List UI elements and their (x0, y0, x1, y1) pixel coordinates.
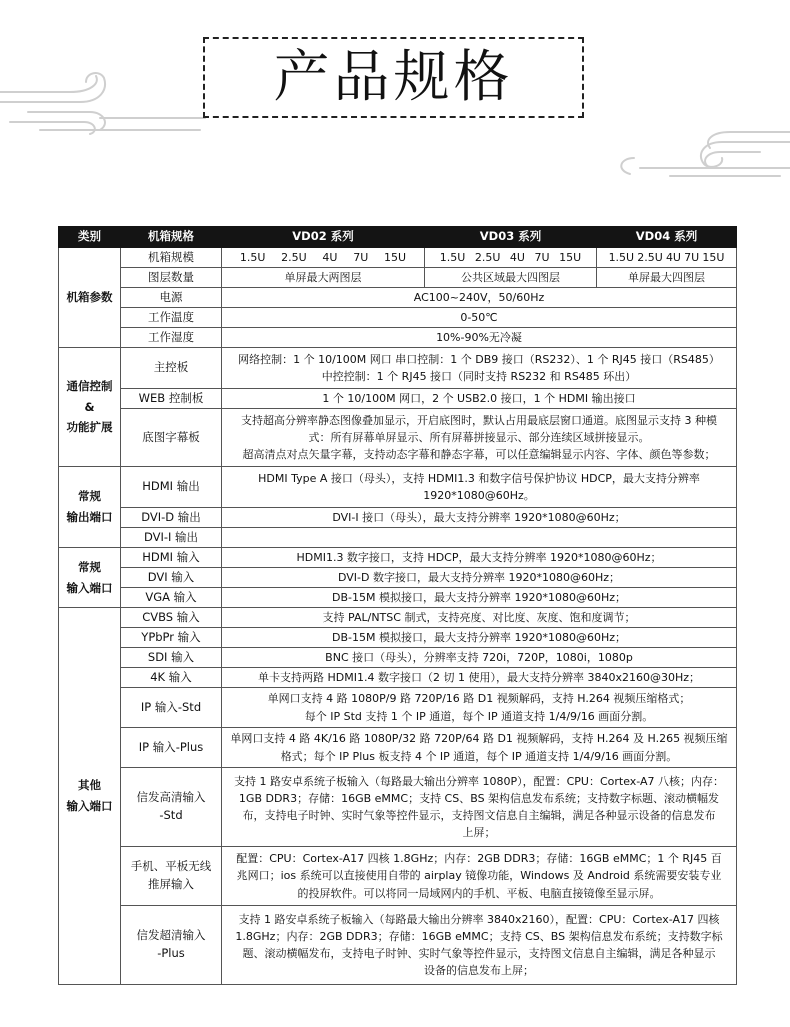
table-row (59, 348, 737, 389)
category-standard-output (59, 467, 121, 548)
table-row (59, 389, 737, 409)
spec-table (58, 226, 737, 985)
hd-signage-std-value (222, 768, 737, 847)
category-line: 通信控制 (66, 378, 113, 393)
text-line: 上屏； (462, 826, 496, 840)
text-line: 设备的信息发布上屏； (424, 964, 534, 978)
table-row (59, 248, 737, 268)
category-standard-input (59, 548, 121, 608)
table-row (59, 688, 737, 728)
category-chassis: 机箱参数 (59, 248, 121, 348)
category-line: 其他 (78, 778, 101, 793)
row-label-ip-plus-input: IP 输入-Plus (121, 728, 222, 768)
sdi-input-value: BNC 接口（母头），分辨率支持 720i，720P，1080i，1080p (222, 648, 737, 668)
row-label-4k-input: 4K 输入 (121, 668, 222, 688)
table-row (59, 588, 737, 608)
text-line: 兆网口；ios 系统可以直接使用自带的 airplay 镜像功能，Windows 及 Android 系统需要安装专业 (236, 869, 722, 883)
category-line: 输出端口 (66, 510, 113, 524)
category-line: 常规 (78, 559, 101, 574)
row-label-ypbpr-input: YPbPr 输入 (121, 628, 222, 648)
size-value: 4U (665, 250, 681, 264)
size-value: 4U (322, 250, 338, 264)
table-row (59, 628, 737, 648)
table-row (59, 308, 737, 328)
text-line: HDMI Type A 接口（母头），支持 HDMI1.3 和数字信号保护协议 HDCP，最大支持分辨率 (258, 471, 700, 485)
row-label-chassis-size: 机箱规模 (121, 248, 222, 268)
row-label-cvbs-input: CVBS 输入 (121, 608, 222, 628)
table-row (59, 268, 737, 288)
text-line: 中控控制：1 个 RJ45 接口（同时支持 RS232 和 RS485 环出） (321, 370, 637, 383)
humidity-value: 10%-90%无冷凝 (222, 328, 737, 348)
label-line: -Plus (157, 946, 185, 960)
header-vd04: VD04 系列 (597, 227, 737, 248)
table-row (59, 508, 737, 528)
header-chassis-spec: 机箱规格 (121, 227, 222, 248)
header-category: 类别 (59, 227, 121, 248)
table-row (59, 668, 737, 688)
size-value: 1.5U (239, 250, 266, 264)
text-line: 支持 1 路安卓系统子板输入（每路最大输出分辨率 1080P），配置：CPU：Cortex-A7 八核；内存： (233, 774, 725, 788)
table-row (59, 328, 737, 348)
cloud-swirl-decoration-left (0, 72, 210, 142)
hdmi-input-value: HDMI1.3 数字接口，支持 HDCP，最大支持分辨率 1920*1080@60Hz； (222, 548, 737, 568)
category-line: 输入端口 (66, 580, 113, 595)
text-line: 1GB DDR3；存储：16GB eMMC；支持 CS、BS 架构信息发布系统；支持数字标题、滚动横幅发 (238, 791, 720, 805)
size-value: 2.5U (281, 250, 307, 264)
row-label-power: 电源 (121, 288, 222, 308)
ip-std-input-value (222, 688, 737, 728)
vd02-layers: 单屏最大两图层 (222, 268, 425, 288)
text-line: 题、滚动横幅发布，支持电子时钟、实时气象等控件显示，支持图文信息自主编辑，满足各种显示 (242, 947, 716, 960)
size-value: 15U (702, 250, 725, 264)
text-line: 单网口支持 4 路 4K/16 路 1080P/32 路 720P/64 路 D1 视频解码，支持 H.264 及 H.265 视频压缩 (230, 732, 728, 746)
hdmi-output-value (222, 467, 737, 508)
text-line: 单网口支持 4 路 1080P/9 路 720P/16 路 D1 视频解码，支持 H.264 视频压缩格式； (267, 692, 691, 706)
dvii-output-value (222, 528, 737, 548)
temperature-value: 0-50℃ (222, 308, 737, 328)
page-title: 产品规格 (273, 44, 514, 110)
text-line: 支持 1 路安卓系统子板输入（每路最大输出分辨率 3840x2160），配置：CPU：Cortex-A17 四核 (238, 912, 720, 926)
size-value: 15U (559, 250, 582, 264)
row-label-dvii-output: DVI-I 输出 (121, 528, 222, 548)
text-line: 配置：CPU：Cortex-A17 四核 1.8GHz；内存：2GB DDR3；存储：16GB eMMC；1 个 RJ45 百 (236, 852, 722, 866)
row-label-dvid-output: DVI-D 输出 (121, 508, 222, 528)
vd04-sizes (597, 248, 737, 268)
table-row (59, 768, 737, 847)
text-line: 1.8GHz；内存：2GB DDR3；存储：16GB eMMC；支持 CS、BS 架构信息发布系统；支持数字标 (235, 929, 723, 943)
cvbs-input-value: 支持 PAL/NTSC 制式，支持亮度、对比度、灰度、饱和度调节； (222, 608, 737, 628)
row-label-main-board: 主控板 (121, 348, 222, 389)
dvid-output-value: DVI-I 接口（母头），最大支持分辨率 1920*1080@60Hz； (222, 508, 737, 528)
category-other-input (59, 608, 121, 985)
row-label-uhd-signage-plus (121, 906, 222, 985)
category-line: & (84, 399, 95, 414)
label-line: 信发超清输入 (136, 928, 206, 943)
category-line: 功能扩展 (66, 420, 113, 435)
row-label-hd-signage-std (121, 768, 222, 847)
row-label-sdi-input: SDI 输入 (121, 648, 222, 668)
size-value: 4U (509, 250, 525, 264)
label-line: 推屏输入 (148, 877, 194, 891)
row-label-dvi-input: DVI 输入 (121, 568, 222, 588)
size-value: 7U (353, 250, 369, 264)
4k-input-value: 单卡支持两路 HDMI1.4 数字接口（2 切 1 使用），最大支持分辨率 3840x2160@30Hz； (222, 668, 737, 688)
dvi-input-value: DVI-D 数字接口，最大支持分辨率 1920*1080@60Hz； (222, 568, 737, 588)
row-label-hdmi-output: HDMI 输出 (121, 467, 222, 508)
text-line: 超高清点对点矢量字幕，支持动态字幕和静态字幕，可以任意编辑显示内容、字体、颜色等参数； (242, 448, 716, 462)
vd03-layers: 公共区域最大四图层 (425, 268, 597, 288)
vd03-sizes (425, 248, 597, 268)
table-row (59, 608, 737, 628)
ypbpr-input-value: DB-15M 模拟接口，最大支持分辨率 1920*1080@60Hz； (222, 628, 737, 648)
text-line: 1920*1080@60Hz。 (423, 489, 535, 502)
table-header-row (59, 227, 737, 248)
table-row (59, 847, 737, 906)
size-value: 2.5U (637, 250, 663, 264)
label-line: 信发高清输入 (136, 790, 206, 805)
table-row (59, 528, 737, 548)
main-board-value (222, 348, 737, 389)
table-row (59, 548, 737, 568)
row-label-vga-input: VGA 输入 (121, 588, 222, 608)
size-value: 7U (534, 250, 550, 264)
row-label-osd-board: 底图字幕板 (121, 409, 222, 467)
text-line: 每个 IP Std 支持 1 个 IP 通道，每个 IP 通道支持 1/4/9/16 画面分割。 (304, 709, 654, 723)
size-value: 15U (384, 250, 407, 264)
table-row (59, 467, 737, 508)
category-line: 常规 (78, 489, 101, 504)
text-line: 布，支持电子时钟、实时气象等控件显示，支持图文信息自主编辑，满足各种显示设备的信息发布 (242, 809, 716, 822)
size-value: 1.5U (439, 250, 466, 264)
header-vd03: VD03 系列 (425, 227, 597, 248)
size-value: 2.5U (474, 250, 501, 264)
table-row (59, 288, 737, 308)
wireless-cast-value (222, 847, 737, 906)
category-line: 输入端口 (66, 799, 113, 813)
text-line: 格式；每个 IP Plus 板支持 4 个 IP 通道，每个 IP 通道支持 1/4/9/16 画面分割。 (280, 749, 678, 763)
cloud-swirl-decoration-right (600, 118, 790, 182)
vd02-sizes (222, 248, 425, 268)
table-row (59, 728, 737, 768)
table-row (59, 906, 737, 985)
text-line: 的投屏软件。可以将同一局域网内的手机、平板、电脑直接镜像至显示屏。 (297, 886, 661, 900)
uhd-signage-plus-value (222, 906, 737, 985)
web-board-value: 1 个 10/100M 网口，2 个 USB2.0 接口，1 个 HDMI 输出接口 (222, 389, 737, 409)
osd-board-value (222, 409, 737, 467)
size-value: 1.5U (608, 250, 635, 264)
title-box (203, 37, 584, 118)
row-label-ip-std-input: IP 输入-Std (121, 688, 222, 728)
table-row (59, 648, 737, 668)
row-label-web-board: WEB 控制板 (121, 389, 222, 409)
row-label-humidity: 工作湿度 (121, 328, 222, 348)
row-label-wireless-cast (121, 847, 222, 906)
label-line: -Std (159, 808, 183, 822)
vga-input-value: DB-15M 模拟接口，最大支持分辨率 1920*1080@60Hz； (222, 588, 737, 608)
vd04-layers: 单屏最大四图层 (597, 268, 737, 288)
size-value: 7U (684, 250, 700, 264)
power-value: AC100~240V，50/60Hz (222, 288, 737, 308)
row-label-hdmi-input: HDMI 输入 (121, 548, 222, 568)
table-row (59, 409, 737, 467)
row-label-temperature: 工作温度 (121, 308, 222, 328)
text-line: 网络控制：1 个 10/100M 网口 串口控制：1 个 DB9 接口（RS232）、1 个 RJ45 接口（RS485） (238, 352, 720, 366)
header-vd02: VD02 系列 (222, 227, 425, 248)
text-line: 支持超高分辨率静态图像叠加显示，开启底图时，默认占用最底层窗口通道。底图显示支持 3 种模 (241, 413, 717, 427)
table-row (59, 568, 737, 588)
ip-plus-input-value (222, 728, 737, 768)
label-line: 手机、平板无线 (130, 859, 212, 874)
text-line: 式：所有屏幕单屏显示、所有屏幕拼接显示、部分连续区域拼接显示。 (308, 430, 650, 444)
row-label-layers: 图层数量 (121, 268, 222, 288)
category-comm-control (59, 348, 121, 467)
